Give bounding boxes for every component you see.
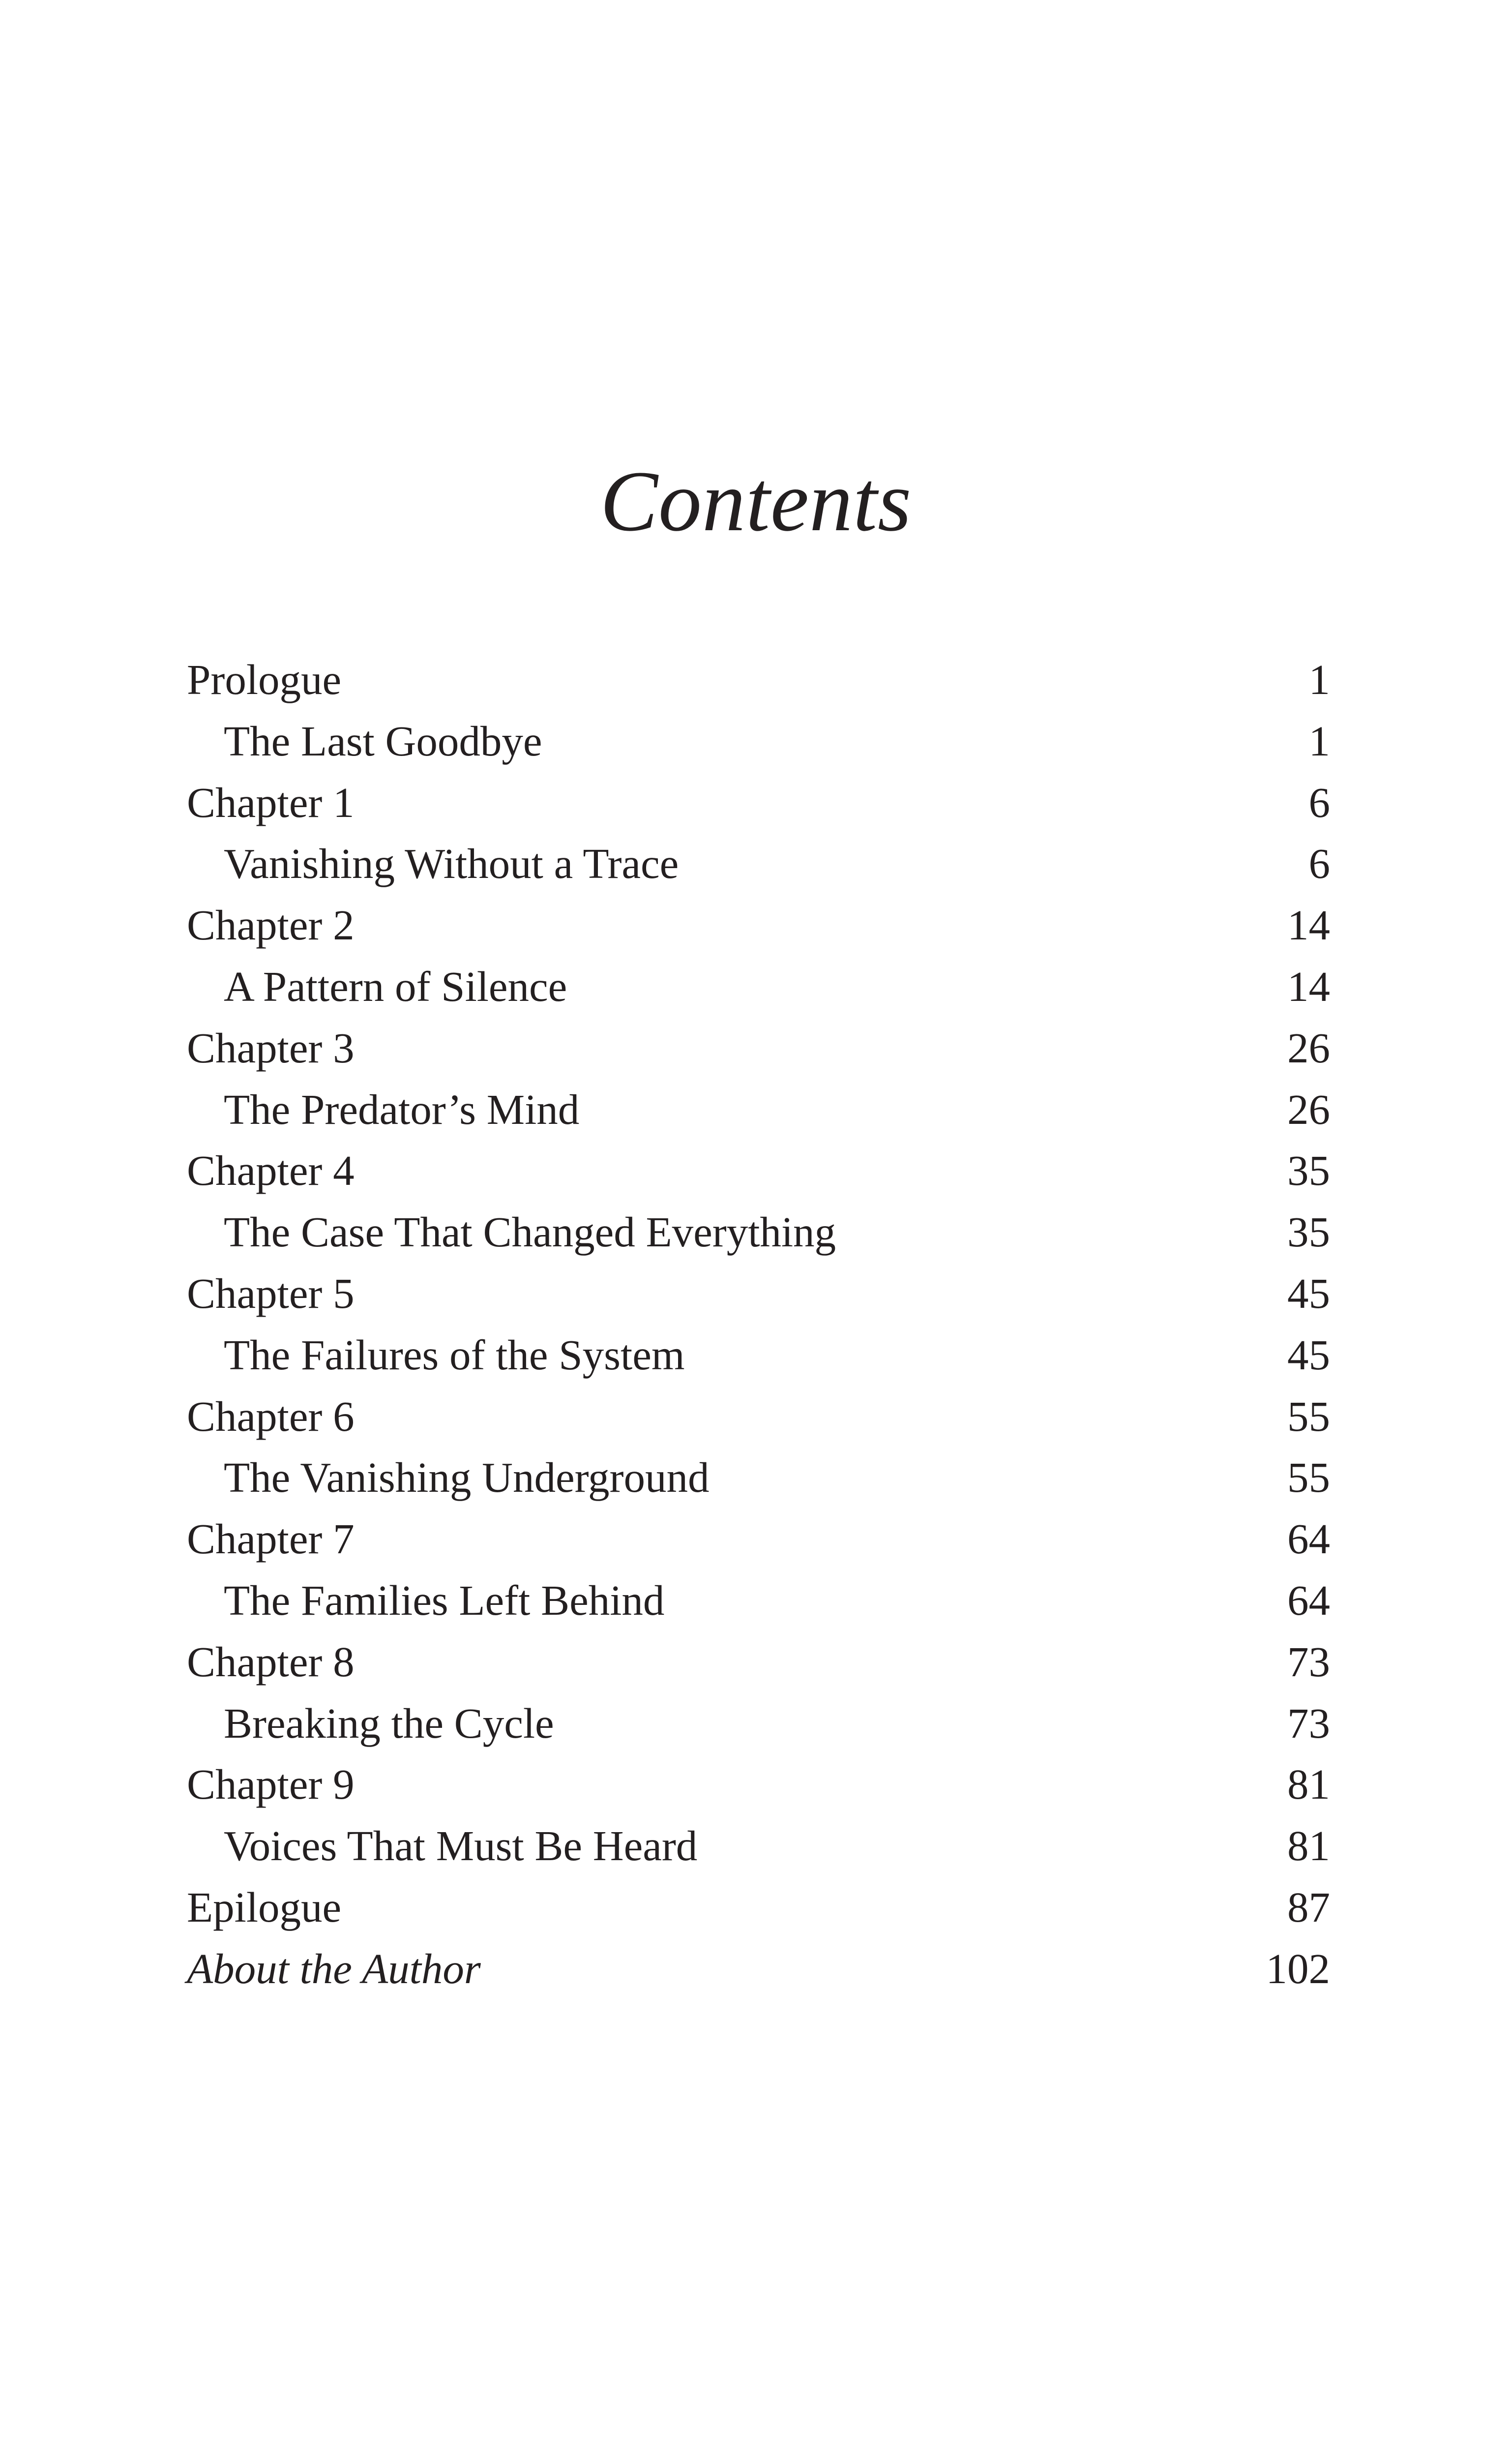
toc-page-number: 26 — [1287, 1024, 1330, 1072]
toc-entry-label: Chapter 4 — [187, 1146, 355, 1195]
toc-entry-label: Chapter 6 — [187, 1392, 355, 1440]
toc-subentry[interactable] — [187, 1325, 1330, 1386]
toc-subentry[interactable] — [187, 1202, 1330, 1263]
page-title: Contents — [600, 453, 912, 549]
toc-entry[interactable] — [187, 1263, 1330, 1325]
toc-page-number: 102 — [1266, 1944, 1330, 1992]
toc-entry[interactable] — [187, 1386, 1330, 1448]
toc-entry-label: A Pattern of Silence — [224, 962, 567, 1010]
toc-page-number: 73 — [1287, 1637, 1330, 1686]
toc-entry[interactable] — [187, 772, 1330, 834]
toc-entry-label: Vanishing Without a Trace — [224, 840, 679, 888]
toc-page-number: 87 — [1287, 1883, 1330, 1931]
toc-page-number: 45 — [1287, 1330, 1330, 1379]
toc-entry[interactable] — [187, 1508, 1330, 1570]
toc-page-number: 26 — [1287, 1085, 1330, 1133]
toc-page-number: 73 — [1287, 1699, 1330, 1747]
toc-subentry[interactable] — [187, 1079, 1330, 1141]
table-of-contents — [187, 649, 1330, 2000]
toc-subentry[interactable] — [187, 1693, 1330, 1754]
toc-entry-label: The Last Goodbye — [224, 717, 542, 765]
toc-entry-label: Chapter 3 — [187, 1024, 355, 1072]
toc-page-number: 1 — [1308, 656, 1330, 703]
toc-subentry[interactable] — [187, 1570, 1330, 1631]
toc-subentry[interactable] — [187, 1447, 1330, 1508]
toc-entry[interactable] — [187, 1018, 1330, 1079]
toc-page-number: 6 — [1308, 778, 1330, 826]
toc-page-number: 35 — [1287, 1208, 1330, 1256]
toc-subentry[interactable] — [187, 1815, 1330, 1877]
toc-page-number: 64 — [1287, 1515, 1330, 1563]
toc-entry-label: The Case That Changed Everything — [224, 1208, 836, 1256]
toc-subentry[interactable] — [187, 711, 1330, 772]
toc-page-number: 14 — [1287, 901, 1330, 949]
toc-page-number: 81 — [1287, 1760, 1330, 1809]
toc-entry-label: Chapter 7 — [187, 1515, 355, 1563]
toc-entry-label: Chapter 2 — [187, 901, 355, 949]
toc-entry[interactable] — [187, 1938, 1330, 2000]
toc-entry-label: The Failures of the System — [224, 1330, 685, 1379]
toc-entry-label: Breaking the Cycle — [224, 1699, 554, 1747]
toc-page-number: 64 — [1287, 1576, 1330, 1624]
toc-page-number: 81 — [1287, 1822, 1330, 1870]
toc-entry-label: Prologue — [187, 656, 342, 703]
toc-page-number: 6 — [1308, 840, 1330, 888]
toc-page-number: 35 — [1287, 1146, 1330, 1195]
toc-entry-label: Chapter 9 — [187, 1760, 355, 1809]
toc-entry-label: The Predator’s Mind — [224, 1085, 580, 1133]
toc-subentry[interactable] — [187, 833, 1330, 895]
toc-page-number: 14 — [1287, 962, 1330, 1010]
toc-entry-label: The Families Left Behind — [224, 1576, 665, 1624]
toc-entry-label: About the Author — [187, 1944, 481, 1992]
toc-entry[interactable] — [187, 1631, 1330, 1693]
toc-page-number: 55 — [1287, 1453, 1330, 1502]
toc-page-number: 45 — [1287, 1269, 1330, 1317]
toc-page-number: 1 — [1308, 717, 1330, 765]
toc-entry[interactable] — [187, 895, 1330, 956]
toc-entry-label: The Vanishing Underground — [224, 1453, 710, 1502]
toc-entry-label: Epilogue — [187, 1883, 342, 1931]
toc-subentry[interactable] — [187, 956, 1330, 1018]
toc-page-number: 55 — [1287, 1392, 1330, 1440]
toc-entry-label: Voices That Must Be Heard — [224, 1822, 698, 1870]
toc-entry-label: Chapter 8 — [187, 1637, 355, 1686]
toc-entry[interactable] — [187, 1754, 1330, 1815]
toc-entry[interactable] — [187, 649, 1330, 711]
toc-entry[interactable] — [187, 1140, 1330, 1202]
toc-entry[interactable] — [187, 1877, 1330, 1938]
toc-entry-label: Chapter 1 — [187, 778, 355, 826]
toc-entry-label: Chapter 5 — [187, 1269, 355, 1317]
